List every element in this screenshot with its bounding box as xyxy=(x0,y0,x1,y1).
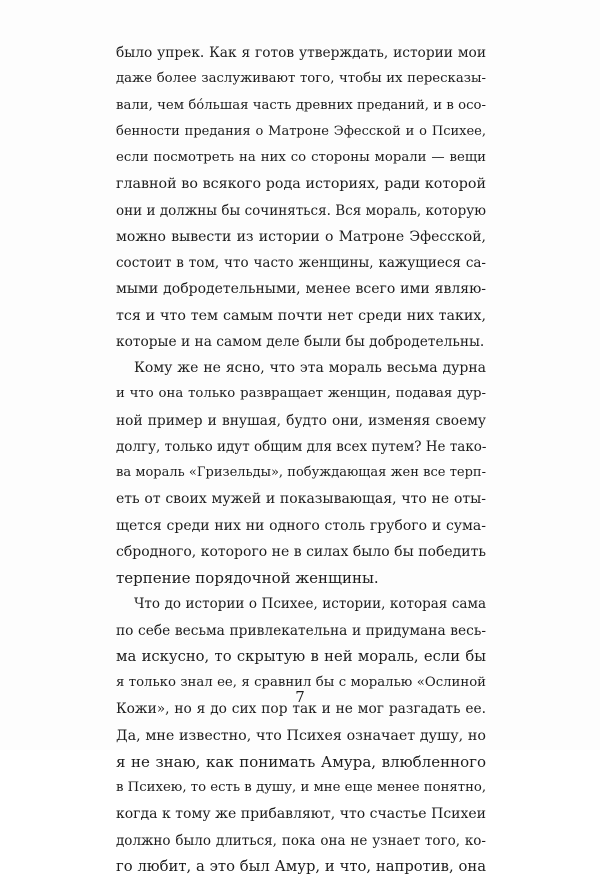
text-line: по себе весьма привлекательна и придумана весь- xyxy=(116,622,486,639)
text-line: когда к тому же прибавляют, что счастье Психеи xyxy=(116,806,486,823)
text-line: они и должны бы сочиняться. Вся мораль, которую xyxy=(116,202,486,219)
text-line: еть от своих мужей и показывающая, что не оты- xyxy=(116,491,486,508)
text-line: Кожи», но я до сих пор так и не мог разгадать ее. xyxy=(116,701,486,718)
text-line: сбродного, которого не в силах было бы победить xyxy=(116,543,486,560)
text-line: тся и что тем самым почти нет среди них таких, xyxy=(116,307,486,324)
text-line: и что она только развращает женщин, подавая дур- xyxy=(116,386,486,402)
text-line: должно было длиться, пока она не узнает того, ко- xyxy=(116,832,486,849)
text-line: было упрек. Как я готов утверждать, истории мои xyxy=(116,45,486,61)
text-line: мыми добродетельными, менее всего ими являю- xyxy=(116,281,486,298)
text-line: щется среди них ни одного столь грубого и сума- xyxy=(116,517,486,534)
text-line: долгу, только идут общим для всех путем? Не тако- xyxy=(116,438,487,455)
text-line: состоит в том, что часто женщины, кажущиеся са- xyxy=(116,255,486,271)
text-line: вали, чем бóльшая часть древних преданий, и в осо- xyxy=(116,97,486,113)
text-line: которые и на самом деле были бы добродетельны. xyxy=(116,333,485,350)
text-line: бенности предания о Матроне Эфесской и о Психее, xyxy=(116,123,486,139)
text-line: го любит, а это был Амур, и что, напротив, она xyxy=(116,857,486,875)
body-text xyxy=(116,40,486,880)
text-line: терпение порядочной женщины. xyxy=(116,569,379,587)
page-number: 7 xyxy=(295,688,305,706)
text-line: главной во всякого рода историях, ради которой xyxy=(116,176,486,193)
text-line: Да, мне известно, что Психея означает душу, но xyxy=(116,727,486,744)
text-line: ма искусно, то скрытую в ней мораль, если бы xyxy=(116,647,486,665)
text-line: даже более заслуживают того, чтобы их пересказы- xyxy=(116,71,486,87)
text-line: Кому же не ясно, что эта мораль весьма дурна xyxy=(134,360,486,376)
text-line: можно вывести из истории о Матроне Эфесской, xyxy=(116,228,486,245)
text-line: я не знаю, как понимать Амура, влюбленного xyxy=(116,752,486,771)
text-line: ва мораль «Гризельды», побуждающая жен все терп- xyxy=(116,465,486,480)
text-line: ной пример и внушая, будто они, изменяя своему xyxy=(116,412,486,429)
text-line: я только знал ее, я сравнил бы с моралью «Ослиной xyxy=(116,675,486,690)
text-line: Что до истории о Психее, истории, которая сама xyxy=(134,596,486,613)
text-line: если посмотреть на них со стороны морали — вещи xyxy=(116,150,486,165)
text-line: в Психею, то есть в душу, и мне еще менее понятно, xyxy=(116,780,487,795)
